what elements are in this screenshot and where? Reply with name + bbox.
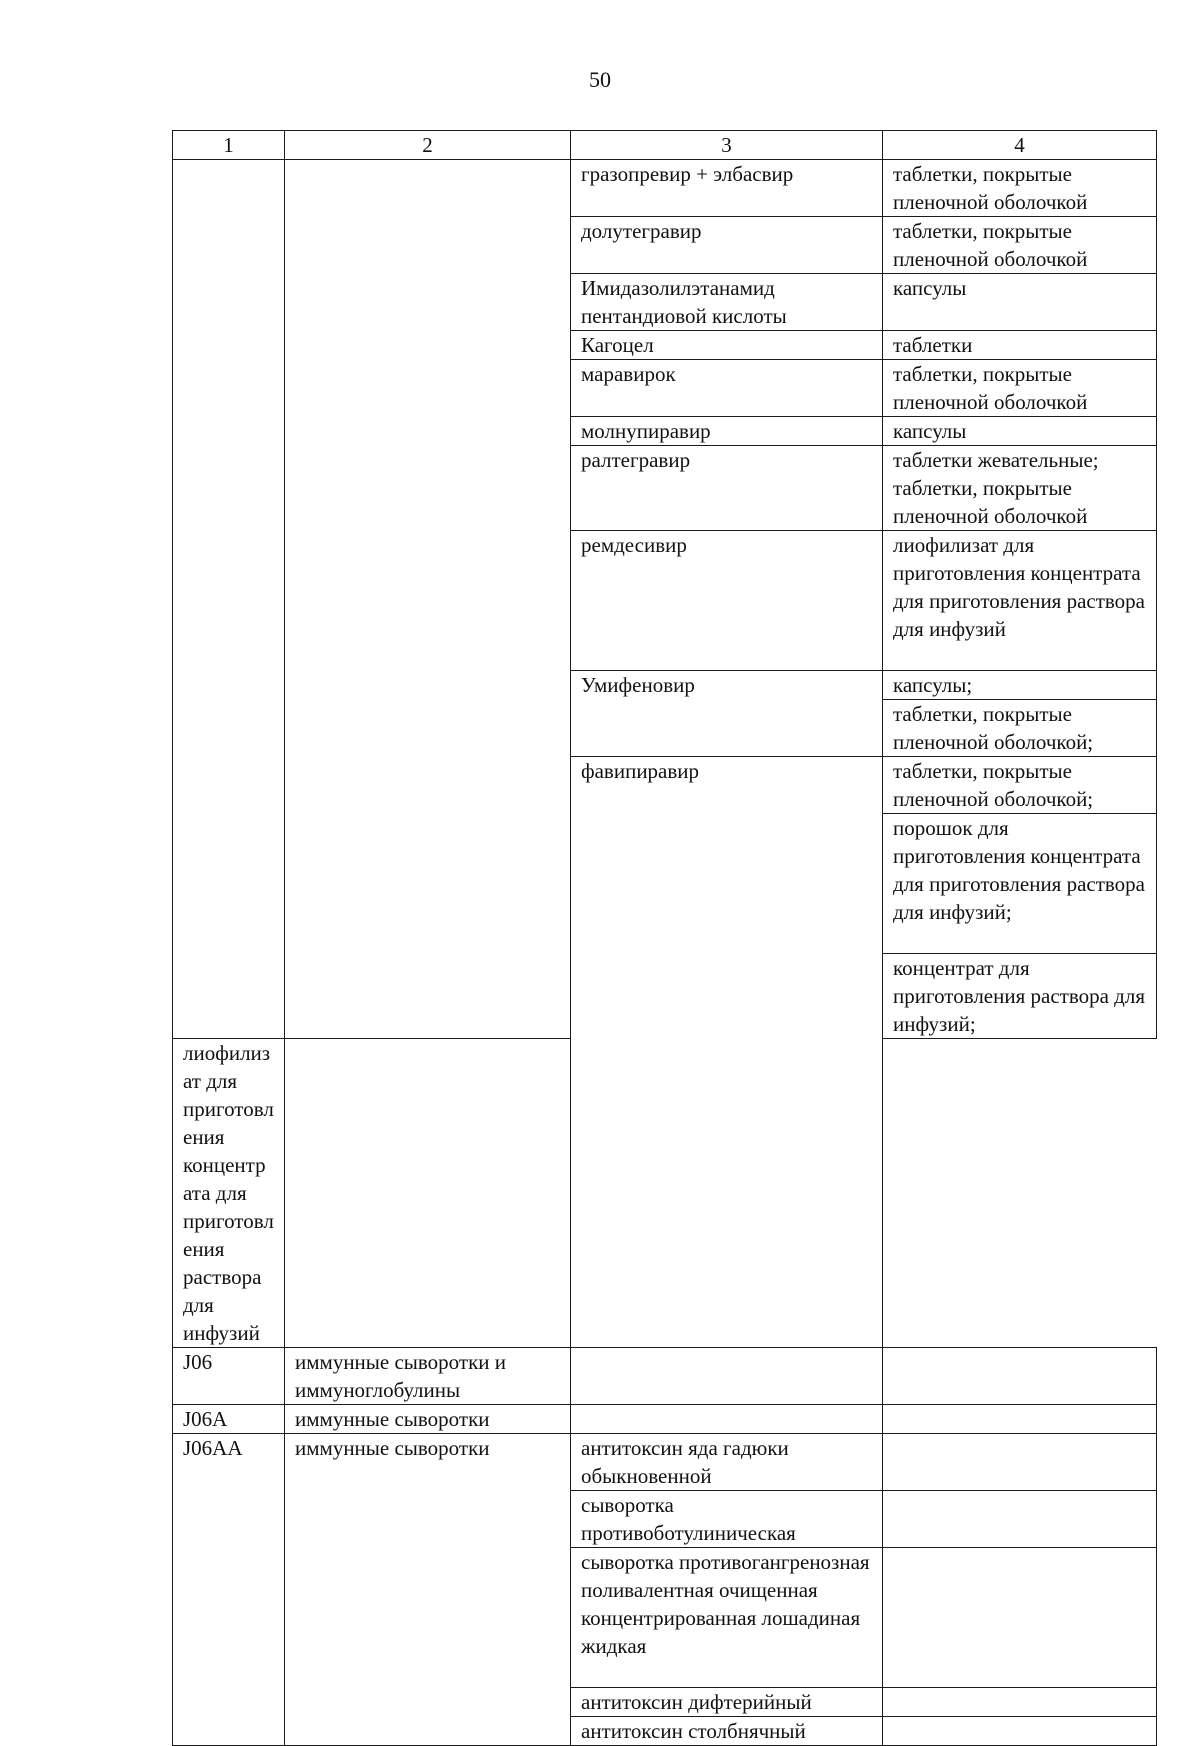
drug-cell: Умифеновир	[571, 671, 883, 757]
form-cell: порошок для приготовления концентрата для приготовления раствора для инфузий;	[883, 814, 1157, 954]
form-cell	[883, 1548, 1157, 1688]
header-col-4: 4	[883, 131, 1157, 160]
table-row	[173, 160, 1157, 217]
drug-cell: долутегравир	[571, 217, 883, 274]
form-cell: лиофилизат для приготовления концентрата для приготовления раствора для инфузий	[883, 531, 1157, 671]
form-cell	[883, 1717, 1157, 1746]
table-row	[173, 1348, 1157, 1405]
drug-cell: ремдесивир	[571, 531, 883, 671]
form-cell	[883, 1491, 1157, 1548]
drug-cell: фавипиравир	[571, 757, 883, 1348]
drug-cell: ралтегравир	[571, 446, 883, 531]
form-cell: таблетки, покрытые пленочной оболочкой;	[883, 700, 1157, 757]
form-cell: таблетки жевательные; таблетки, покрытые пленочной оболочкой	[883, 446, 1157, 531]
drug-cell: антитоксин дифтерийный	[571, 1688, 883, 1717]
drug-cell: антитоксин яда гадюки обыкновенной	[571, 1434, 883, 1491]
code-cell: J06A	[173, 1405, 285, 1434]
table-row	[173, 1405, 1157, 1434]
header-col-1: 1	[173, 131, 285, 160]
code-cell: J06	[173, 1348, 285, 1405]
header-col-3: 3	[571, 131, 883, 160]
drug-cell: сыворотка противогангренозная поливалентная очищенная концентрированная лошадиная жидкая	[571, 1548, 883, 1688]
group-name-cell	[285, 160, 571, 1039]
code-cell: J06AA	[173, 1434, 285, 1746]
drug-cell: маравирок	[571, 360, 883, 417]
header-col-2: 2	[285, 131, 571, 160]
form-cell: капсулы	[883, 417, 1157, 446]
form-cell: таблетки, покрытые пленочной оболочкой;	[883, 757, 1157, 814]
drug-cell: Имидазолилэтанамид пентандиовой кислоты	[571, 274, 883, 331]
form-cell: капсулы	[883, 274, 1157, 331]
table-row	[173, 1434, 1157, 1491]
group-name-cell: иммунные сыворотки	[285, 1405, 571, 1434]
drug-cell: сыворотка противоботулиническая	[571, 1491, 883, 1548]
drug-cell	[571, 1348, 883, 1405]
medication-table	[172, 130, 1157, 1746]
form-cell	[883, 1348, 1157, 1405]
form-cell	[883, 1405, 1157, 1434]
form-cell	[883, 1688, 1157, 1717]
form-cell: концентрат для приготовления раствора для инфузий;	[883, 954, 1157, 1039]
code-cell	[173, 160, 285, 1039]
header-row	[173, 131, 1157, 160]
form-cell: таблетки	[883, 331, 1157, 360]
form-cell: таблетки, покрытые пленочной оболочкой	[883, 360, 1157, 417]
form-cell	[883, 1434, 1157, 1491]
drug-cell	[571, 1405, 883, 1434]
drug-cell: Кагоцел	[571, 331, 883, 360]
drug-cell: антитоксин столбнячный	[571, 1717, 883, 1746]
form-cell: капсулы;	[883, 671, 1157, 700]
form-cell: таблетки, покрытые пленочной оболочкой	[883, 160, 1157, 217]
group-name-cell: иммунные сыворотки и иммуноглобулины	[285, 1348, 571, 1405]
group-name-cell: иммунные сыворотки	[285, 1434, 571, 1746]
form-cell: лиофилизат для приготовления концентрата для приготовления раствора для инфузий	[173, 1039, 285, 1348]
page-number: 50	[589, 67, 611, 92]
drug-cell: молнупиравир	[571, 417, 883, 446]
drug-cell: гразопревир + элбасвир	[571, 160, 883, 217]
form-cell: таблетки, покрытые пленочной оболочкой	[883, 217, 1157, 274]
